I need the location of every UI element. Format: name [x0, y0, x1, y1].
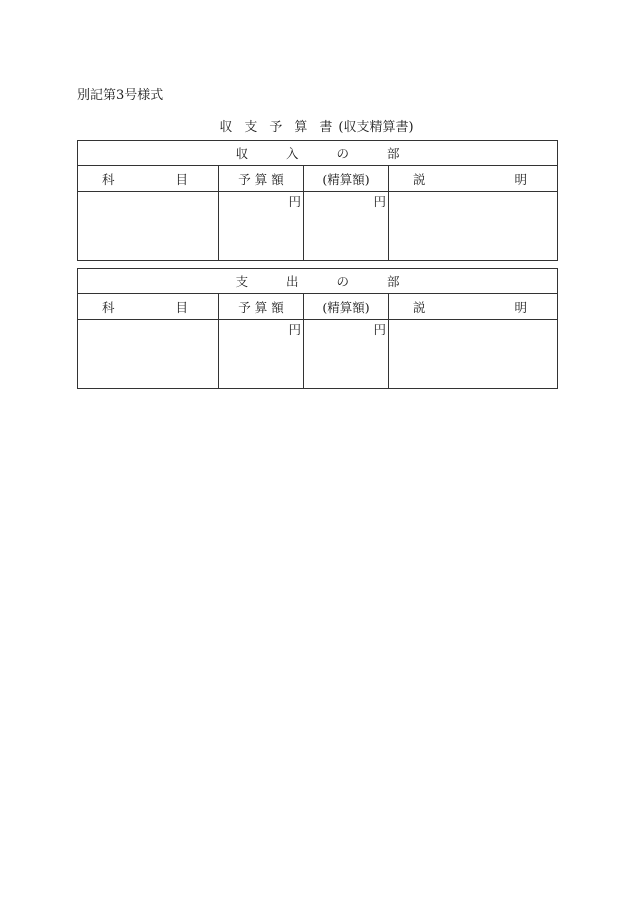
- income-settled-cell[interactable]: 円: [304, 192, 389, 261]
- income-table: [77, 140, 558, 261]
- income-budget-cell[interactable]: 円: [219, 192, 304, 261]
- expense-budget-cell[interactable]: 円: [219, 320, 304, 389]
- col-setsumei: 説 明: [389, 166, 558, 192]
- col-kamoku: 科 目: [78, 166, 219, 192]
- document-title: [77, 116, 556, 135]
- income-heading: 収 入 の 部: [78, 141, 558, 166]
- expense-table: [77, 268, 558, 389]
- col-kamoku: 科 目: [78, 294, 219, 320]
- col-setsumei: 説 明: [389, 294, 558, 320]
- expense-setsumei-cell[interactable]: [389, 320, 558, 389]
- expense-kamoku-cell[interactable]: [78, 320, 219, 389]
- col-yosan: 予 算 額: [219, 294, 304, 320]
- col-seisan: (精算額): [304, 166, 389, 192]
- income-kamoku-cell[interactable]: [78, 192, 219, 261]
- col-seisan: (精算額): [304, 294, 389, 320]
- col-yosan: 予 算 額: [219, 166, 304, 192]
- expense-heading: 支 出 の 部: [78, 269, 558, 294]
- income-setsumei-cell[interactable]: [389, 192, 558, 261]
- expense-settled-cell[interactable]: 円: [304, 320, 389, 389]
- form-number-label: 別記第3号様式: [77, 88, 164, 103]
- title-main: 収支予算書: [219, 120, 345, 135]
- title-sub: (収支精算書): [338, 120, 414, 135]
